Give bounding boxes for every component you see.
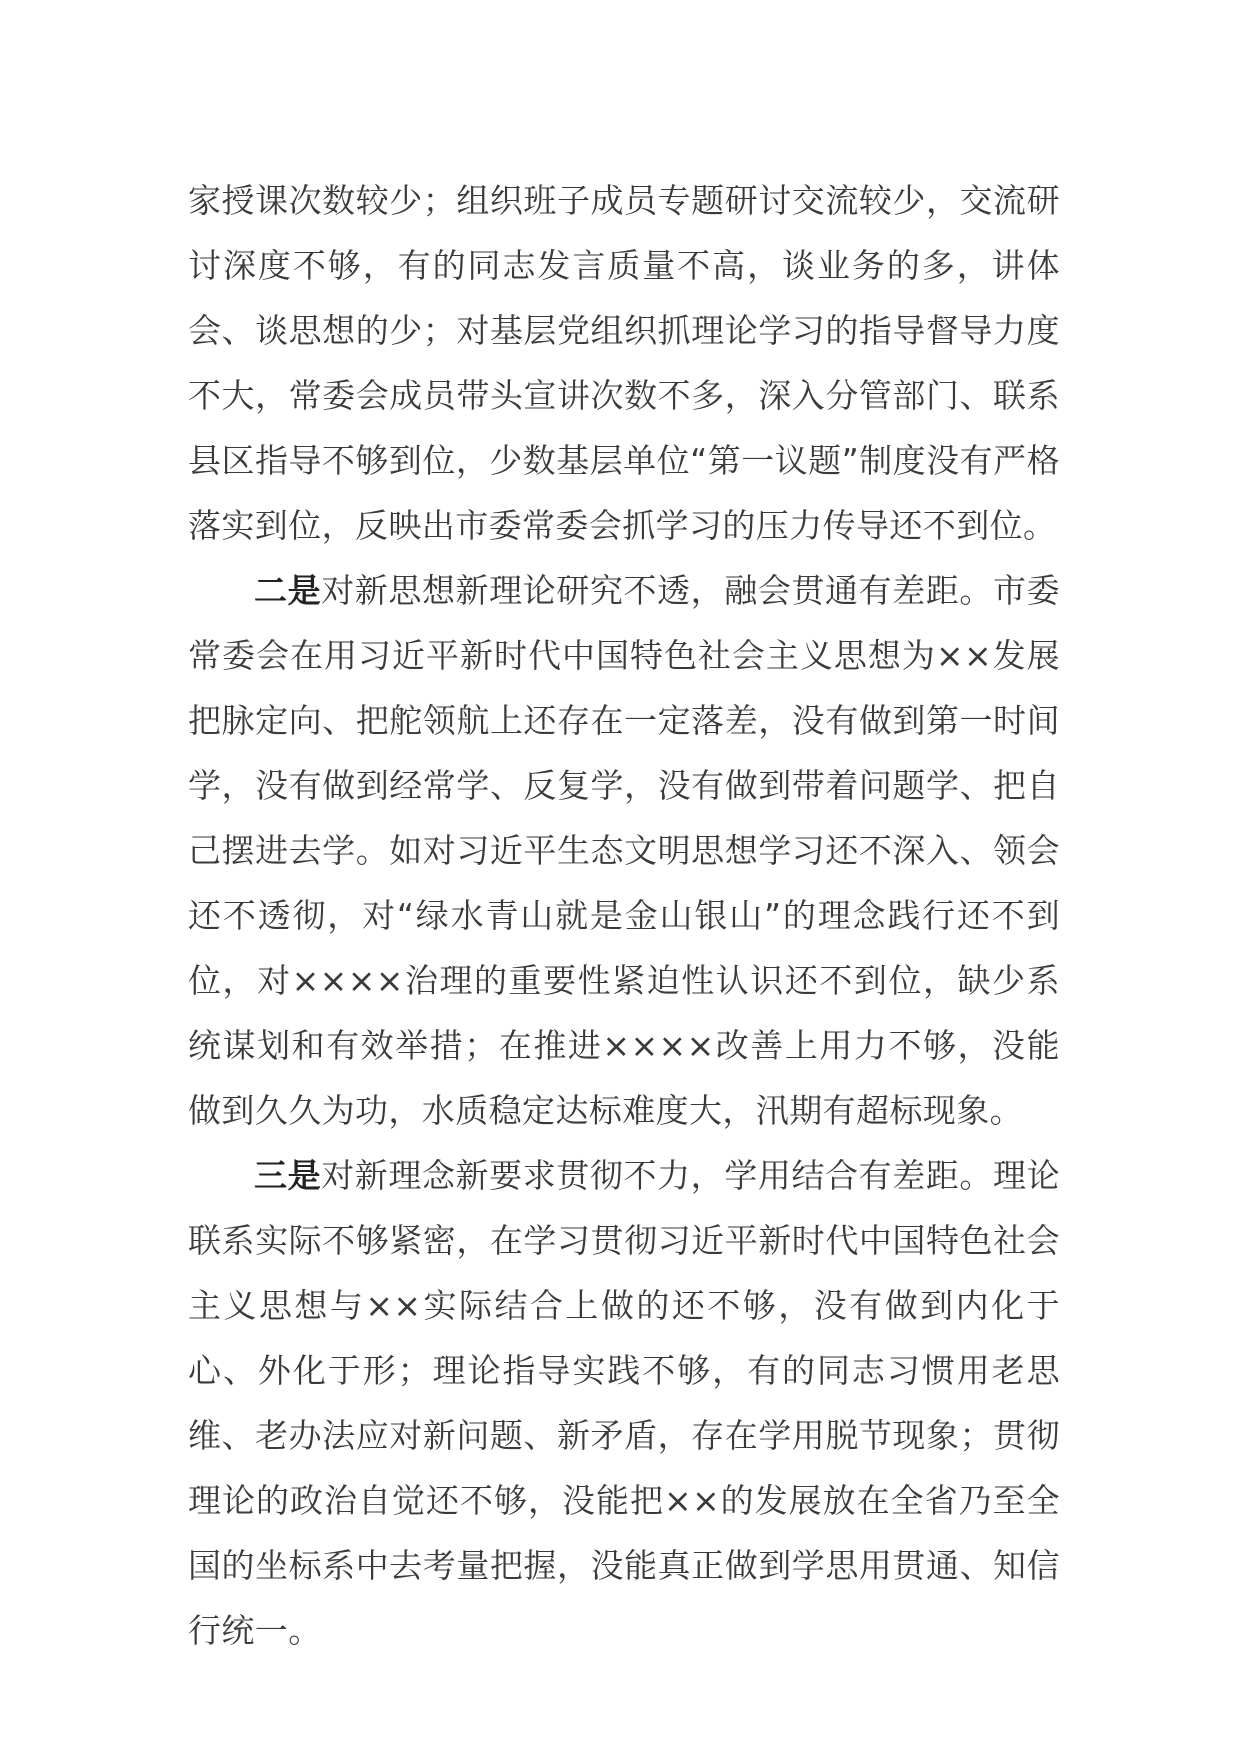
paragraph-point-two xyxy=(188,558,1060,1143)
paragraph-continuation xyxy=(188,168,1060,558)
paragraph-text: 家授课次数较少；组织班子成员专题研讨交流较少，交流研讨深度不够，有的同志发言质量不高，谈业务的多，讲体会、谈思想的少；对基层党组织抓理论学习的指导督导力度不大，常委会成员带头宣讲次数不多，深入分管部门、联系县区指导不够到位，少数基层单位“第一议题”制度没有严格落实到位，反映出市委常委会抓学习的压力传导还不到位。 xyxy=(188,181,1060,545)
paragraph-text: 对新思想新理论研究不透，融会贯通有差距。市委常委会在用习近平新时代中国特色社会主义思想为××发展把脉定向、把舵领航上还存在一定落差，没有做到第一时间学，没有做到经常学、反复学，没有做到带着问题学、把自己摆进去学。如对习近平生态文明思想学习还不深入、领会还不透彻，对“绿水青山就是金山银山”的理念践行还不到位，对××××治理的重要性紧迫性认识还不到位，缺少系统谋划和有效举措；在推进××××改善上用力不够，没能做到久久为功，水质稳定达标难度大，汛期有超标现象。 xyxy=(188,571,1060,1130)
paragraph-lead: 二是 xyxy=(254,571,322,610)
paragraph-lead: 三是 xyxy=(254,1156,322,1195)
paragraph-text: 对新理念新要求贯彻不力，学用结合有差距。理论联系实际不够紧密，在学习贯彻习近平新时代中国特色社会主义思想与××实际结合上做的还不够，没有做到内化于心、外化于形；理论指导实践不够，有的同志习惯用老思维、老办法应对新问题、新矛盾，存在学用脱节现象；贯彻理论的政治自觉还不够，没能把××的发展放在全省乃至全国的坐标系中去考量把握，没能真正做到学思用贯通、知信行统一。 xyxy=(188,1156,1060,1650)
document-body xyxy=(188,168,1060,1663)
paragraph-point-three xyxy=(188,1143,1060,1663)
